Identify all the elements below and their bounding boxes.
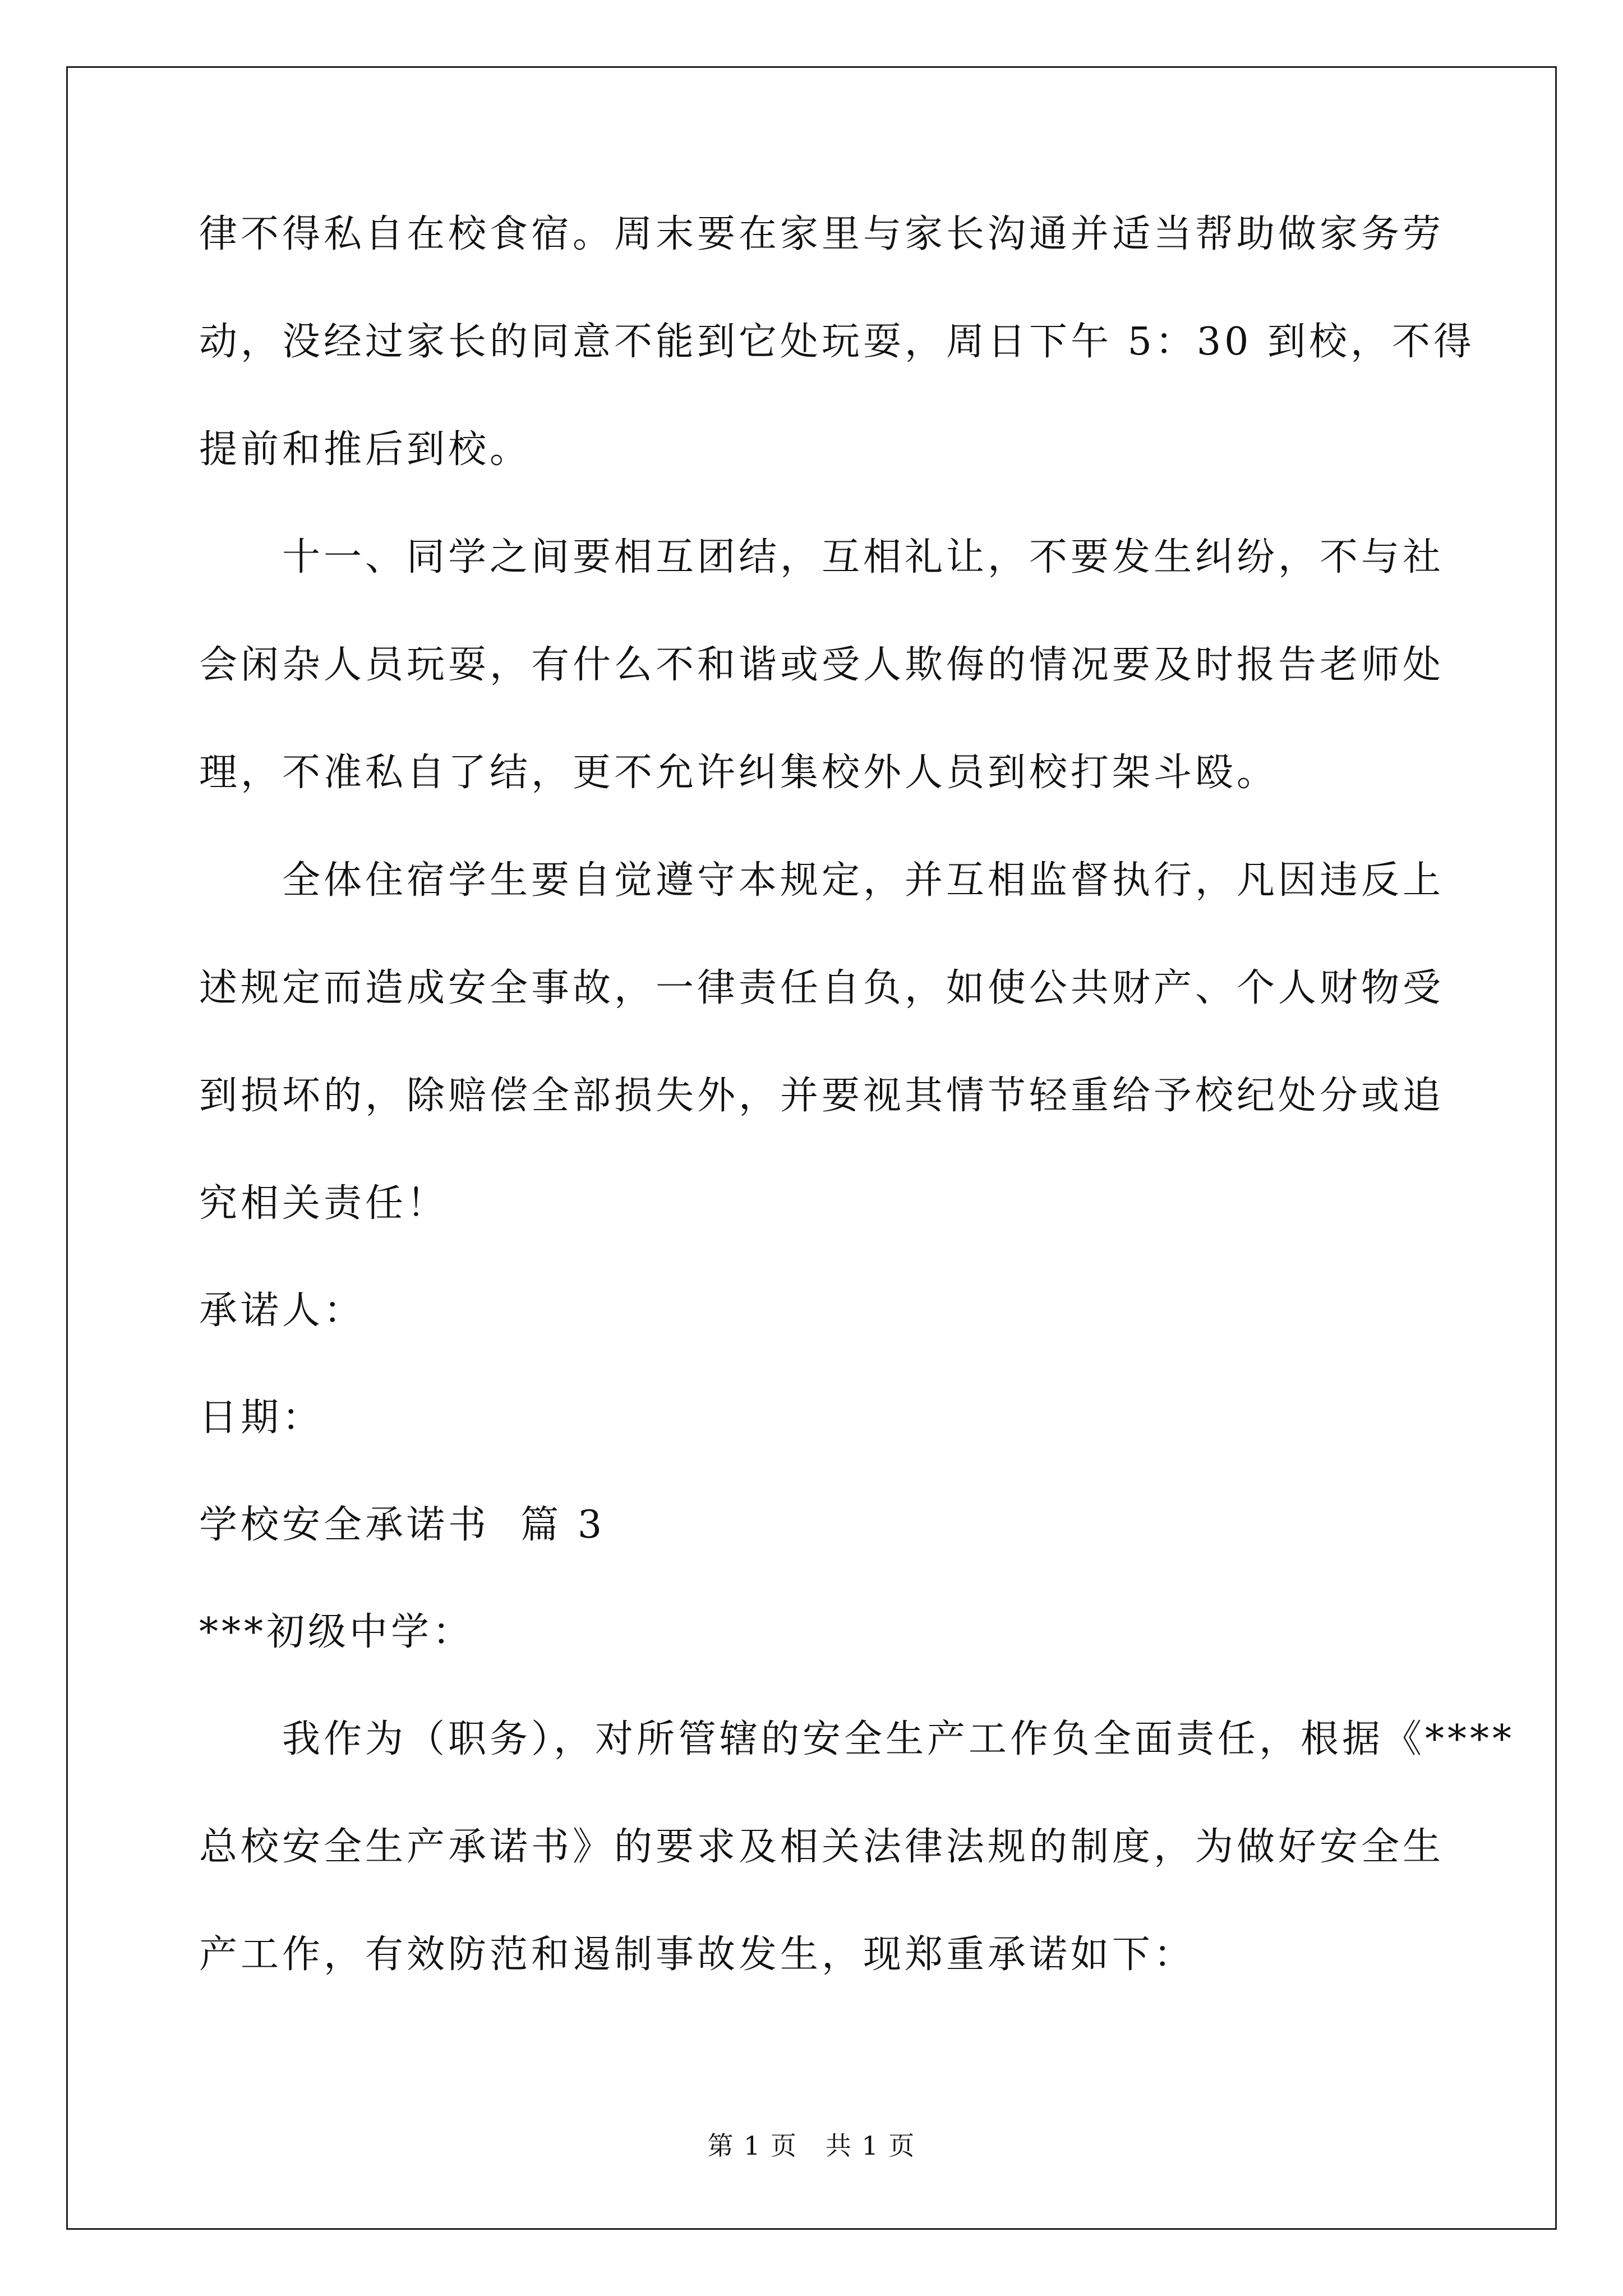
- text-line: 律不得私自在校食宿。周末要在家里与家长沟通并适当帮助做家务劳: [199, 212, 1445, 256]
- addressee: ***初级中学：: [199, 1610, 474, 1654]
- document-body: [199, 208, 1515, 1982]
- text-line: 产工作，有效防范和遏制事故发生，现郑重承诺如下：: [199, 1932, 1196, 1977]
- paragraph-commitment: [199, 1713, 1515, 1982]
- text-line: 提前和推后到校。: [199, 427, 532, 472]
- paragraph-closing-statement: [199, 854, 1445, 1231]
- text-line: 十一、同学之间要相互团结，互相礼让，不要发生纠纷，不与社: [282, 535, 1445, 579]
- paragraph-dormitory-rules: [199, 208, 1476, 477]
- signer-label: 承诺人：: [199, 1289, 366, 1333]
- section-title: 学校安全承诺书 篇 3: [199, 1503, 606, 1547]
- text-line: 理，不准私自了结，更不允许纠集校外人员到校打架斗殴。: [199, 751, 1279, 795]
- paragraph-rule-eleven: [199, 531, 1445, 800]
- text-line: 述规定而造成安全事故，一律责任自负，如使公共财产、个人财物受: [199, 966, 1445, 1010]
- text-line: 究相关责任！: [199, 1181, 449, 1226]
- text-line: 会闲杂人员玩耍，有什么不和谐或受人欺侮的情况要及时报告老师处: [199, 643, 1445, 687]
- date-label: 日期：: [199, 1396, 324, 1440]
- text-line: 全体住宿学生要自觉遵守本规定，并互相监督执行，凡因违反上: [282, 858, 1445, 903]
- text-line: 到损坏的，除赔偿全部损失外，并要视其情节轻重给予校纪处分或追: [199, 1074, 1445, 1118]
- text-line: 总校安全生产承诺书》的要求及相关法律法规的制度，为做好安全生: [199, 1825, 1445, 1869]
- text-line: 我作为（职务），对所管辖的安全生产工作负全面责任，根据《****: [282, 1717, 1515, 1761]
- page-number-footer: 第 1 页 共 1 页: [707, 2131, 916, 2161]
- text-line: 动，没经过家长的同意不能到它处玩耍，周日下午 5：30 到校，不得: [199, 320, 1476, 364]
